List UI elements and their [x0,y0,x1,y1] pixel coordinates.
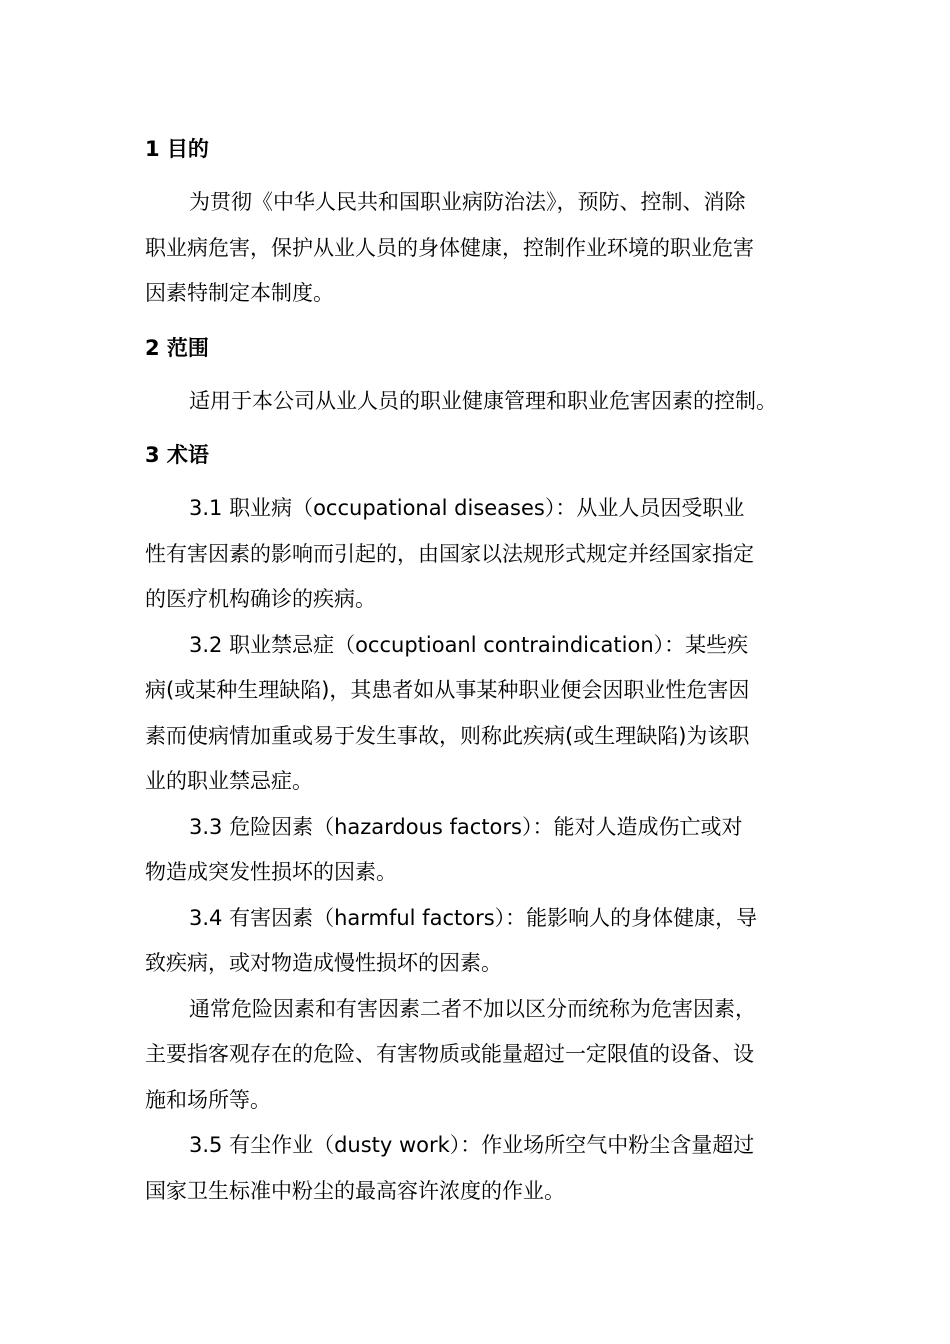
paragraph-term-3-4 [145,896,807,987]
section-heading: 1 目的 [145,137,209,161]
section-terms [145,432,807,1214]
text-line: 3.1 职业病（occupational diseases）：从业人员因受职业 [189,496,745,520]
text-line: 的医疗机构确诊的疾病。 [145,587,376,611]
paragraph [145,379,807,425]
text-line: 病(或某种生理缺陷)，其患者如从事某种职业便会因职业性危害因 [145,678,750,702]
text-line: 通常危险因素和有害因素二者不加以区分而统称为危害因素， [189,996,756,1021]
section-scope [145,325,807,425]
paragraph-term-3-5 [145,1123,807,1214]
text-line: 主要指客观存在的危险、有害物质或能量超过一定限值的设备、设 [145,1042,754,1066]
document-page [145,126,807,1214]
text-line: 3.5 有尘作业（dusty work）：作业场所空气中粉尘含量超过 [189,1133,755,1157]
text-line: 3.2 职业禁忌症（occuptioanl contraindication）：某些疾 [189,632,749,657]
section-purpose [145,126,807,317]
text-line: 素而使病情加重或易于发生事故，则称此疾病(或生理缺陷)为该职 [145,723,750,748]
text-line: 适用于本公司从业人员的职业健康管理和职业危害因素的控制。 [189,388,777,413]
text-line: 因素特制定本制度。 [145,281,334,305]
text-line: 为贯彻《中华人民共和国职业病防治法》，预防、控制、消除 [189,190,746,214]
text-line: 3.4 有害因素（harmful factors）：能影响人的身体健康，导 [189,905,758,930]
text-line: 物造成突发性损坏的因素。 [145,860,397,884]
paragraph-hazard-note [145,987,807,1124]
text-line: 业的职业禁忌症。 [145,769,313,793]
section-heading: 2 范围 [145,335,209,360]
text-line: 致疾病，或对物造成慢性损坏的因素。 [145,951,502,975]
text-line: 施和场所等。 [145,1087,271,1112]
text-line: 国家卫生标准中粉尘的最高容许浓度的作业。 [145,1178,565,1203]
text-line: 职业病危害，保护从业人员的身体健康，控制作业环境的职业危害 [145,235,754,260]
paragraph-term-3-3 [145,805,807,896]
paragraph-term-3-2 [145,623,807,805]
text-line: 性有害因素的影响而引起的，由国家以法规形式规定并经国家指定 [145,541,754,566]
paragraph [145,180,807,317]
paragraph-term-3-1 [145,486,807,623]
text-line: 3.3 危险因素（hazardous factors）：能对人造成伤亡或对 [189,814,743,839]
section-heading: 3 术语 [145,443,209,467]
